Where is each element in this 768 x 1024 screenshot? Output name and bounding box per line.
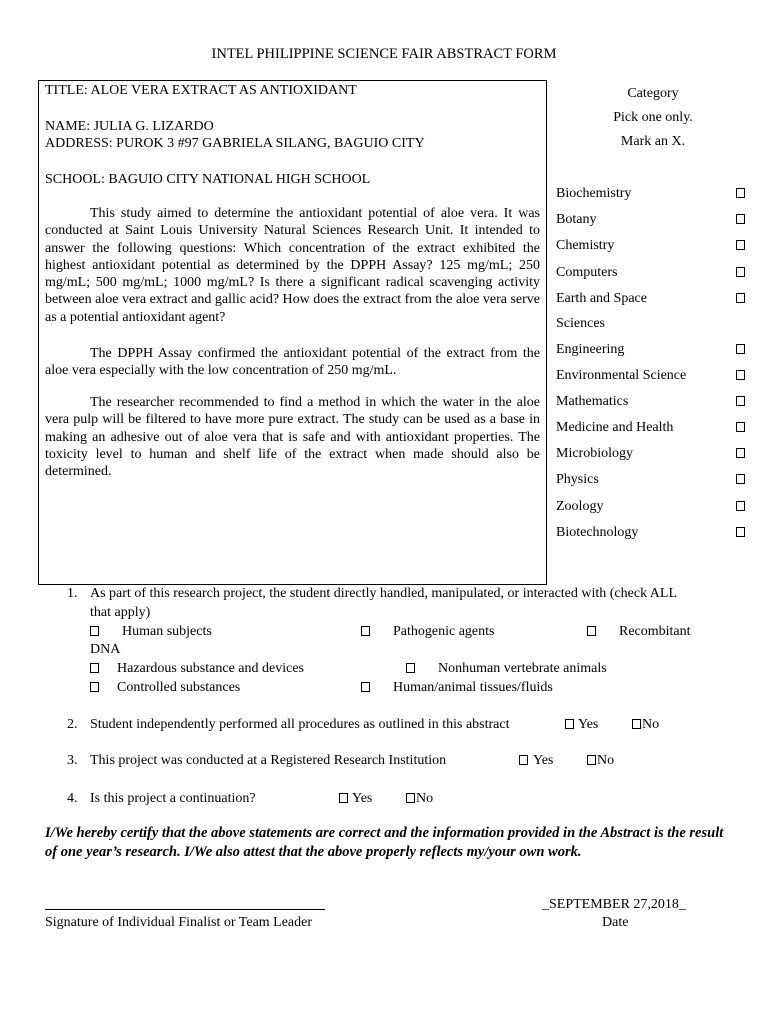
category-heading: Category [627,86,679,101]
option-dna: DNA [90,642,121,657]
abstract-box [38,80,547,585]
category-computers: Computers [556,264,750,290]
option-tissues: Human/animal tissues/fluids [393,680,553,695]
project-title: TITLE: ALOE VERA EXTRACT AS ANTIOXIDANT [45,83,357,98]
category-instruction: Pick one only. [613,110,693,125]
checkbox[interactable] [736,474,745,484]
checkbox[interactable] [736,344,745,354]
abstract-paragraph-1: This study aimed to determine the antioxidant potential of aloe vera. It was conducted at Saint Louis University Natural Sciences Research Unit. It intended to answer the following questions: Which concentration of the extract exhibited the highest antioxidant potential as determined by the DPPH Assay? 125 mg/mL; 250 mg/mL; 500 mg/mL; 1000 mg/mL? Is there a significant radical scavenging activity between aloe vera extract and gallic acid? How does the extract from the aloe vera serve as a potential antioxidant agent? [45,206,540,325]
checkbox-recombitant[interactable] [587,626,596,636]
checkbox[interactable] [736,501,745,511]
checkbox[interactable] [736,214,745,224]
checkbox[interactable] [736,240,745,250]
category-medicine-health: Medicine and Health [556,419,750,445]
category-mathematics: Mathematics [556,393,750,419]
checkbox[interactable] [736,370,745,380]
checkbox-nonhuman-vertebrate[interactable] [406,663,415,673]
checkbox-human-subjects[interactable] [90,626,99,636]
question-1-text-cont: that apply) [90,605,151,620]
category-biotechnology: Biotechnology [556,524,750,550]
question-1-number: 1. [67,586,78,601]
option-controlled: Controlled substances [117,680,241,695]
checkbox[interactable] [736,188,745,198]
q2-yes-label: Yes [578,717,599,732]
date-label: Date [602,915,629,930]
question-4-number: 4. [67,791,78,806]
student-name: NAME: JULIA G. LIZARDO [45,119,214,134]
option-recombitant: Recombitant [619,624,691,639]
certification-statement: I/We hereby certify that the above statements are correct and the information provided in the Abstract is the result of one year’s research. I/We also attest that the above properly reflects my/your own work. [45,825,724,860]
q4-yes-label: Yes [352,791,373,806]
checkbox[interactable] [736,422,745,432]
category-microbiology: Microbiology [556,445,750,471]
option-nonhuman-vertebrate: Nonhuman vertebrate animals [438,661,607,676]
question-2-number: 2. [67,717,78,732]
form-title: INTEL PHILIPPINE SCIENCE FAIR ABSTRACT FORM [211,46,557,62]
signature-line[interactable] [45,909,325,910]
category-earth-space: Earth and Space [556,290,750,316]
q3-yes-label: Yes [533,753,554,768]
checkbox[interactable] [736,396,745,406]
school-name: SCHOOL: BAGUIO CITY NATIONAL HIGH SCHOOL [45,172,371,187]
question-2-text: Student independently performed all procedures as outlined in this abstract [90,717,510,732]
checkbox[interactable] [736,267,745,277]
q4-no-label: No [416,791,434,806]
category-environmental-science: Environmental Science [556,367,750,393]
question-4-text: Is this project a continuation? [90,791,256,806]
checkbox-q2-yes[interactable] [565,719,574,729]
category-chemistry: Chemistry [556,237,750,263]
option-human-subjects: Human subjects [122,624,212,639]
category-biochemistry: Biochemistry [556,185,750,211]
checkbox-q3-yes[interactable] [519,755,528,765]
checkbox-controlled[interactable] [90,682,99,692]
date-value: _SEPTEMBER 27,2018_ [542,897,686,912]
option-hazardous: Hazardous substance and devices [117,661,304,676]
checkbox[interactable] [736,293,745,303]
question-1-text: As part of this research project, the student directly handled, manipulated, or interacted with (check ALL [90,586,678,601]
signature-label: Signature of Individual Finalist or Team Leader [45,915,313,930]
checkbox-pathogenic-agents[interactable] [361,626,370,636]
checkbox-q2-no[interactable] [632,719,641,729]
category-engineering: Engineering [556,341,750,367]
category-earth-space-cont: Sciences [556,316,605,331]
category-instruction-mark: Mark an X. [620,134,686,149]
option-pathogenic-agents: Pathogenic agents [393,624,495,639]
q2-no-label: No [642,717,660,732]
checkbox-q4-no[interactable] [406,793,415,803]
abstract-paragraph-2: The DPPH Assay confirmed the antioxidant potential of the extract from the aloe vera especially with the low concentration of 250 mg/mL. [45,346,540,379]
q3-no-label: No [597,753,615,768]
abstract-paragraph-3: The researcher recommended to find a method in which the water in the aloe vera pulp will be filtered to have more pure extract. The study can be used as a base in making an adhesive out of aloe vera that is safe and with antioxidant properties. The toxicity level to human and shelf life of the extract when made should also be determined. [45,395,540,480]
checkbox-q3-no[interactable] [587,755,596,765]
category-physics: Physics [556,471,750,497]
category-botany: Botany [556,211,750,237]
checkbox[interactable] [736,527,745,537]
checkbox-q4-yes[interactable] [339,793,348,803]
question-3-text: This project was conducted at a Registered Research Institution [90,753,447,768]
checkbox-hazardous[interactable] [90,663,99,673]
category-zoology: Zoology [556,498,750,524]
student-address: ADDRESS: PUROK 3 #97 GABRIELA SILANG, BAGUIO CITY [45,136,425,151]
question-3-number: 3. [67,753,78,768]
checkbox[interactable] [736,448,745,458]
checkbox-tissues[interactable] [361,682,370,692]
